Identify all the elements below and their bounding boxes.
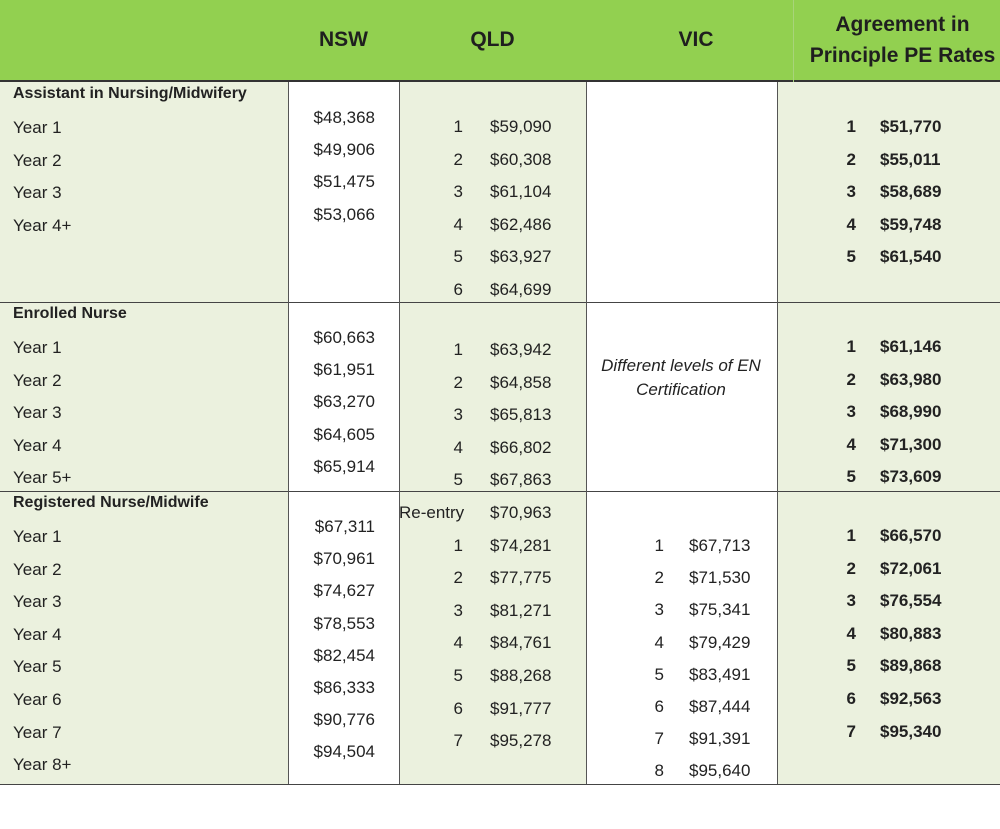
agreement-step: 1 — [846, 337, 856, 356]
year-label: Year 1 — [13, 338, 62, 357]
vic-step: 6 — [654, 697, 664, 716]
agreement-step: 5 — [846, 656, 856, 676]
qld-value: $84,761 — [490, 633, 552, 653]
agreement-step: 3 — [846, 182, 856, 202]
section-divider — [0, 784, 1000, 785]
column-divider — [399, 302, 400, 491]
nsw-value: $70,961 — [313, 549, 375, 569]
table-header — [0, 0, 1000, 82]
agreement-value: $58,689 — [880, 182, 942, 202]
vic-value: $83,491 — [689, 664, 751, 684]
agreement-step: 3 — [846, 402, 856, 422]
year-label: Year 3 — [13, 183, 62, 203]
agreement-value: $66,570 — [880, 526, 942, 545]
nsw-value: $67,311 — [314, 517, 375, 536]
qld-step: 4 — [453, 437, 463, 457]
agreement-value: $61,146 — [880, 337, 942, 356]
vic-value: $91,391 — [689, 729, 751, 749]
vic-step: 7 — [654, 729, 664, 749]
qld-value: $63,942 — [490, 340, 552, 359]
vic-step: 5 — [654, 664, 664, 684]
year-label: Year 4+ — [13, 215, 72, 235]
agreement-value: $51,770 — [880, 117, 942, 136]
year-label: Year 2 — [13, 150, 62, 170]
qld-value: $60,308 — [490, 149, 552, 169]
qld-step: 2 — [453, 372, 463, 392]
header-nsw: NSW — [319, 28, 368, 51]
nsw-value: $94,504 — [313, 742, 375, 762]
vic-value: $67,713 — [689, 536, 751, 555]
qld-value: $63,927 — [490, 247, 552, 267]
column-divider — [777, 302, 778, 491]
year-label: Year 1 — [13, 118, 62, 137]
nsw-value: $64,605 — [313, 424, 375, 444]
vic-step: 1 — [654, 536, 664, 555]
agreement-step: 1 — [846, 526, 856, 545]
vic-value: $87,444 — [689, 697, 751, 716]
section-divider — [0, 302, 1000, 303]
nsw-value: $74,627 — [313, 581, 375, 601]
header-qld: QLD — [470, 28, 515, 51]
nsw-value: $48,368 — [313, 108, 375, 127]
agreement-step: 5 — [846, 467, 856, 487]
year-label: Year 4 — [13, 435, 62, 455]
section-title: Registered Nurse/Midwife — [13, 494, 209, 511]
agreement-value: $92,563 — [880, 689, 942, 708]
qld-value: $66,802 — [490, 437, 552, 457]
qld-step: 6 — [453, 280, 463, 299]
qld-value: $64,699 — [490, 280, 552, 299]
qld-step: 2 — [453, 149, 463, 169]
nsw-value: $60,663 — [313, 328, 375, 347]
section-divider — [0, 491, 1000, 492]
qld-value: $77,775 — [490, 568, 552, 588]
qld-step: 6 — [453, 698, 463, 718]
qld-step: 3 — [453, 182, 463, 202]
vic-step: 4 — [654, 632, 664, 652]
agreement-value: $72,061 — [880, 558, 942, 578]
vic-value: $95,640 — [689, 761, 751, 781]
agreement-value: $76,554 — [880, 591, 942, 611]
year-label: Year 3 — [13, 592, 62, 612]
header-vic: VIC — [678, 28, 714, 51]
vic-value: $71,530 — [689, 568, 751, 588]
vic-step: 2 — [654, 568, 664, 588]
nsw-value: $82,454 — [313, 645, 375, 665]
agreement-step: 2 — [846, 558, 856, 578]
year-label: Year 2 — [13, 559, 62, 579]
qld-step: 3 — [453, 600, 463, 620]
qld-step: 7 — [453, 731, 463, 751]
qld-value: $91,777 — [490, 698, 552, 718]
agreement-step: 1 — [846, 117, 856, 136]
agreement-step: 4 — [846, 214, 856, 234]
nsw-value: $65,914 — [313, 456, 375, 476]
agreement-step: 7 — [846, 721, 856, 741]
year-label: Year 5+ — [13, 468, 72, 488]
nsw-value: $51,475 — [313, 172, 375, 192]
agreement-step: 6 — [846, 689, 856, 708]
nsw-value: $90,776 — [313, 710, 375, 730]
agreement-value: $61,540 — [880, 247, 942, 267]
qld-step: 2 — [453, 568, 463, 588]
year-label: Year 4 — [13, 624, 62, 644]
year-label: Year 2 — [13, 370, 62, 390]
year-label: Year 3 — [13, 403, 62, 423]
agreement-value: $73,609 — [880, 467, 942, 487]
nsw-value: $49,906 — [313, 140, 375, 160]
qld-step: 4 — [453, 214, 463, 234]
qld-step: 1 — [453, 340, 463, 359]
qld-step: 1 — [453, 117, 463, 136]
agreement-value: $80,883 — [880, 623, 942, 643]
agreement-step: 4 — [846, 623, 856, 643]
vic-value: $79,429 — [689, 632, 751, 652]
section-title: Assistant in Nursing/Midwifery — [13, 85, 247, 102]
qld-value: $95,278 — [490, 731, 552, 751]
qld-value: $67,863 — [490, 470, 552, 490]
qld-value: $70,963 — [490, 503, 552, 522]
agreement-step: 2 — [846, 149, 856, 169]
agreement-value: $59,748 — [880, 214, 942, 234]
nsw-value: $78,553 — [313, 613, 375, 633]
agreement-value: $68,990 — [880, 402, 942, 422]
year-label: Year 5 — [13, 657, 62, 677]
qld-value: $65,813 — [490, 405, 552, 425]
agreement-step: 3 — [846, 591, 856, 611]
qld-value: $64,858 — [490, 372, 552, 392]
qld-value: $61,104 — [490, 182, 552, 202]
agreement-value: $95,340 — [880, 721, 942, 741]
agreement-value: $63,980 — [880, 369, 942, 389]
column-divider — [586, 82, 587, 302]
agreement-value: $55,011 — [880, 149, 941, 169]
header-divider — [793, 0, 794, 82]
year-label: Year 1 — [13, 527, 62, 546]
qld-value: $88,268 — [490, 666, 552, 685]
agreement-step: 2 — [846, 369, 856, 389]
qld-step: Re-entry — [399, 503, 465, 522]
qld-value: $74,281 — [490, 535, 552, 555]
nsw-value: $53,066 — [313, 204, 375, 224]
qld-value: $81,271 — [490, 600, 552, 620]
agreement-value: $71,300 — [880, 434, 942, 454]
vic-value: $75,341 — [689, 600, 751, 620]
nsw-value: $63,270 — [313, 392, 375, 412]
year-label: Year 6 — [13, 690, 62, 709]
nsw-value: $86,333 — [313, 678, 375, 697]
agreement-value: $89,868 — [880, 656, 942, 676]
agreement-step: 5 — [846, 247, 856, 267]
nsw-value: $61,951 — [313, 360, 375, 380]
year-label: Year 7 — [13, 722, 62, 742]
qld-step: 1 — [453, 535, 463, 555]
qld-value: $59,090 — [490, 117, 552, 136]
year-label: Year 8+ — [13, 755, 72, 775]
qld-step: 3 — [453, 405, 463, 425]
vic-note: Different levels of EN Certification — [601, 356, 761, 399]
vic-step: 3 — [654, 600, 664, 620]
agreement-step: 4 — [846, 434, 856, 454]
header-agreement: Agreement in Principle PE Rates — [809, 13, 996, 67]
vic-step: 8 — [654, 761, 664, 781]
qld-step: 5 — [453, 666, 463, 685]
qld-step: 5 — [453, 470, 463, 490]
qld-step: 5 — [453, 247, 463, 267]
section-title: Enrolled Nurse — [13, 305, 127, 322]
qld-value: $62,486 — [490, 214, 552, 234]
qld-step: 4 — [453, 633, 463, 653]
